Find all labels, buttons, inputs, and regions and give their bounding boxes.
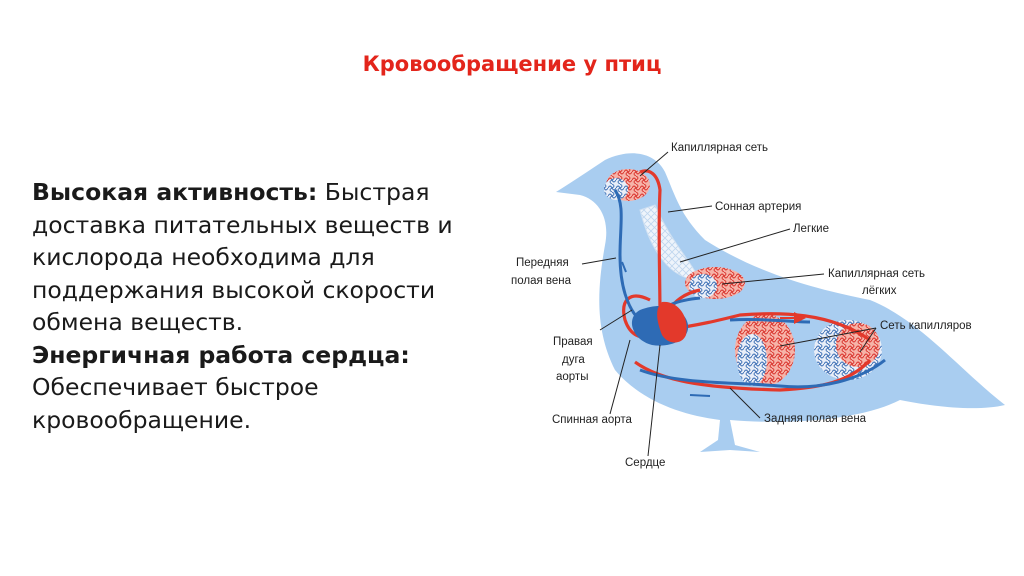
label-lung-capillary-1: Капиллярная сеть [828, 268, 925, 280]
head-capillary-venous [604, 178, 628, 200]
label-right-arch-3: аорты [556, 371, 589, 383]
flow-arrow-3 [690, 395, 710, 396]
heart-heading: Энергичная работа сердца: [32, 340, 410, 369]
label-right-arch-1: Правая [553, 336, 593, 348]
lung-capillary-venous [689, 274, 717, 298]
label-lung-capillary-2: лёгких [862, 285, 897, 297]
label-dorsal-aorta: Спинная аорта [552, 414, 632, 426]
label-lungs: Легкие [793, 223, 829, 235]
body-capillary-venous-1 [737, 334, 767, 386]
page-title: Кровообращение у птиц [362, 52, 662, 76]
label-rear-vena: Задняя полая вена [764, 413, 867, 425]
activity-heading: Высокая активность: [32, 178, 318, 206]
label-heart: Сердце [625, 457, 666, 469]
label-capillary-net-2: Сеть капилляров [880, 320, 972, 332]
heart-text: Обеспечивает быстрое кровообращение. [32, 373, 319, 434]
activity-text: Быстрая доставка питательных веществ и кислорода необходима для поддержания высокой скорости обмена веществ. [32, 178, 453, 336]
label-capillary-net: Капиллярная сеть [671, 142, 768, 154]
body-capillary-arterial-2 [836, 323, 880, 367]
label-right-arch-2: дуга [562, 354, 585, 366]
label-front-vena-2: полая вена [511, 275, 572, 287]
label-carotid-artery: Сонная артерия [715, 201, 802, 213]
label-front-vena-1: Передняя [516, 257, 569, 269]
